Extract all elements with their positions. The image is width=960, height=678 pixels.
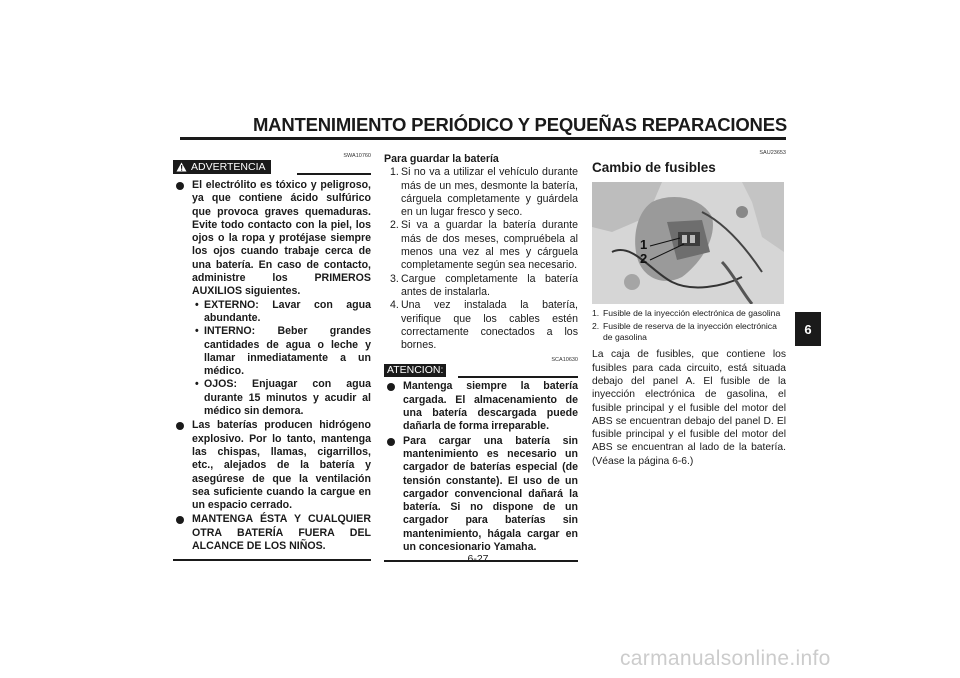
caution-header-line (458, 376, 578, 378)
warning-code: SWA10760 (343, 153, 371, 159)
storage-step: 3. Cargue completamente la batería antes de instalarla. (390, 272, 578, 298)
page-title: MANTENIMIENTO PERIÓDICO Y PEQUEÑAS REPARACIONES (252, 114, 787, 135)
storage-step: 2. Si va a guardar la batería durante más de dos meses, compruébela al menos una vez al mes y cárguela completamente según sea necesario. (390, 219, 578, 272)
storage-step: 4. Una vez instalada la batería, verifique que los cables estén correctamente conectados a los bornes. (390, 299, 578, 352)
small-bullet-icon: • (195, 298, 199, 311)
small-bullet-icon: • (195, 378, 199, 391)
first-aid-item: • EXTERNO: Lavar con agua abundante. (195, 298, 371, 324)
warning-body (173, 179, 371, 553)
caution-bullet: Mantenga siempre la batería cargada. El almacenamiento de una batería descargada puede dañarla de forma irreparable. (384, 380, 578, 433)
bullet-dot-icon (387, 438, 395, 446)
caution-label: ATENCION: (384, 364, 446, 377)
warning-end-rule (173, 559, 371, 561)
caption-item: 2. Fusible de reserva de la inyección electrónica de gasolina (592, 320, 777, 342)
fuses-title: Cambio de fusibles (592, 160, 716, 175)
fuse-box-figure (592, 182, 784, 304)
fuses-column (592, 150, 786, 468)
warning-label: ADVERTENCIA (191, 161, 266, 173)
warning-header (173, 150, 371, 178)
caution-bullet: Para cargar una batería sin mantenimiento es necesario un cargador de baterías especial (de tensión constante). El uso de un cargador convencional dañará la batería. Si no dispone de un cargador para baterías sin mantenimiento, hágala cargar en un concesionario Yamaha. (384, 435, 578, 555)
caption-item: 1. Fusible de la inyección electrónica de gasolina (592, 308, 781, 318)
title-rule (180, 137, 786, 140)
bullet-dot-icon (387, 383, 395, 391)
bullet-dot-icon (176, 422, 184, 430)
caution-header (384, 354, 578, 376)
watermark: carmanualsonline.info (620, 647, 831, 670)
fuses-body: La caja de fusibles, que contiene los fusibles para cada circuito, está situada debajo del panel A. El fusible de la inyección electrónica de gasolina, el fusible principal y el fusible del motor del ABS se encuentran debajo del panel D. El fusible principal y el fusible del motor del ABS se encuentran al lado de la batería. (Véase la página 6-6.) (592, 349, 786, 467)
warning-bullet: MANTENGA ÉSTA Y CUALQUIER OTRA BATERÍA FUERA DEL ALCANCE DE LOS NIÑOS. (173, 513, 371, 553)
bullet-dot-icon (176, 182, 184, 190)
first-aid-item: • OJOS: Enjuagar con agua durante 15 minutos y acudir al médico sin demora. (195, 378, 371, 418)
page-number: 6-27 (467, 553, 489, 565)
storage-step: 1. Si no va a utilizar el vehículo durante más de un mes, desmonte la batería, cárguela completamente y guárdela en un lugar fresco y seco. (390, 166, 578, 219)
small-bullet-icon: • (195, 325, 199, 338)
fuses-code: SAU23653 (759, 150, 786, 156)
caution-code: SCA10630 (551, 357, 578, 364)
fuse-box-illustration (592, 182, 784, 304)
bullet-dot-icon (176, 516, 184, 524)
warning-label-box (173, 160, 271, 174)
storage-title: Para guardar la batería (384, 153, 499, 165)
figure-label-2: 2 (640, 251, 648, 266)
warning-triangle-icon (176, 162, 187, 172)
warning-column (173, 150, 371, 561)
first-aid-item: • INTERNO: Beber grandes cantidades de agua o leche y llamar inmediatamente a un médico. (195, 325, 371, 378)
warning-bullet: Las baterías producen hidrógeno explosivo. Por lo tanto, mantenga las chispas, llamas, cigarrillos, etc., alejados de la batería y asegúrese de que la ventilación sea suficiente cuando la cargue en un espacio cerrado. (173, 419, 371, 512)
warning-header-line (297, 173, 371, 175)
caution-body (384, 380, 578, 554)
figure-label-1: 1 (640, 237, 648, 252)
chapter-tab: 6 (795, 312, 821, 346)
figure-captions (592, 308, 786, 342)
storage-column (384, 150, 578, 562)
warning-bullet: El electrólito es tóxico y peligroso, ya que contiene ácido sulfúrico que provoca graves quemaduras. Evite todo contacto con la piel, los ojos o la ropa y protéjase siempre los ojos cuando trabaje cerca de una batería. En caso de contacto, administre los PRIMEROS AUXILIOS siguientes. (173, 179, 371, 299)
